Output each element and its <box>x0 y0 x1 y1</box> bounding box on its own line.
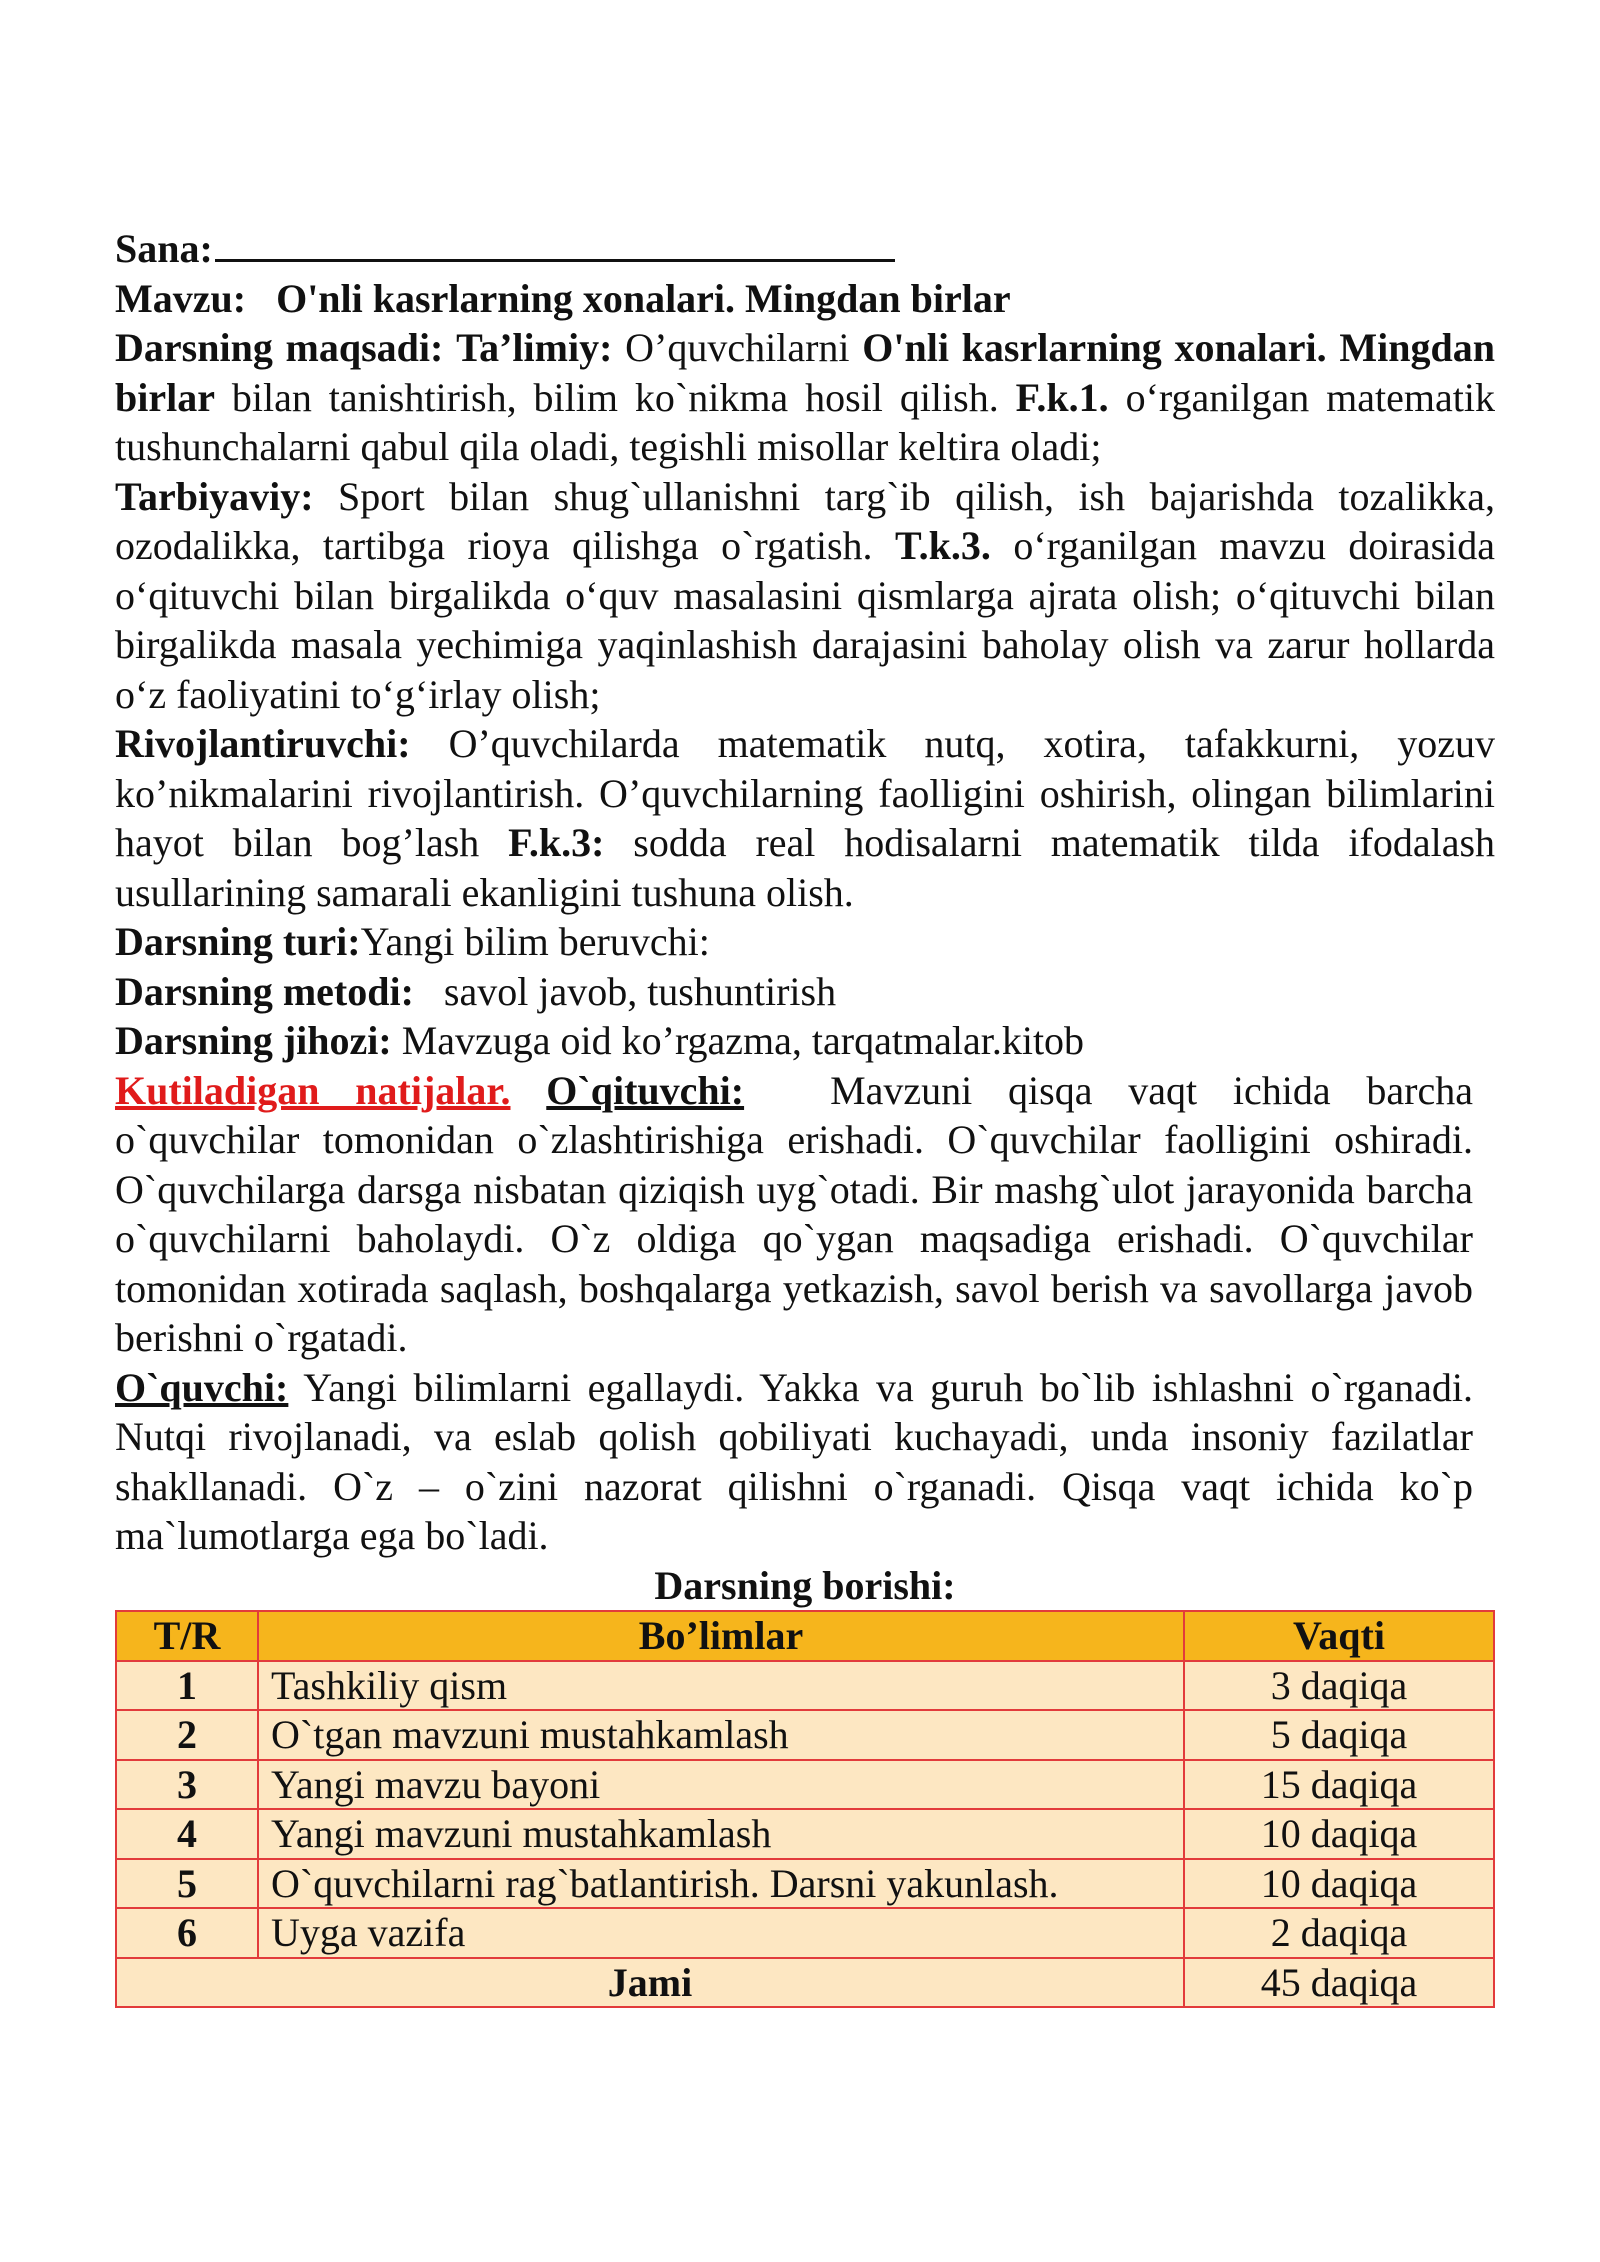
table-row <box>116 1710 1494 1760</box>
total-label: Jami <box>116 1958 1184 2008</box>
row-number: 4 <box>116 1809 258 1859</box>
row-time: 5 daqiqa <box>1184 1710 1494 1760</box>
tarbiyaviy-label: Tarbiyaviy: <box>115 473 314 519</box>
maqsad-text-1: O’quvchilarni <box>625 325 850 370</box>
rivoj-text-1: O’quvchilarda matematik nutq, xotira, tafakkurni, yozuv ko’nikmalarini rivojlantirish. O’quvchilarning faolligini oshirish, olingan bilimlarini hayot bilan bog’lash <box>115 721 1496 865</box>
turi-label: Darsning turi: <box>115 919 361 964</box>
row-number: 5 <box>116 1859 258 1909</box>
header-time: Vaqti <box>1184 1611 1494 1661</box>
sana-label: Sana: <box>115 226 213 271</box>
table-total-row <box>116 1958 1494 2008</box>
table-row <box>116 1661 1494 1711</box>
metodi-line <box>115 967 1495 1017</box>
row-section: Uyga vazifa <box>258 1908 1184 1958</box>
sana-line <box>115 224 1495 274</box>
jihozi-label: Darsning jihozi: <box>115 1018 392 1063</box>
natijalar-teacher-paragraph <box>115 1066 1473 1363</box>
sana-blank <box>215 225 895 262</box>
maqsad-text-2: bilan tanishtirish, bilim ko`nikma hosil qilish. <box>231 374 999 420</box>
mavzu-line <box>115 274 1495 324</box>
fk1-code: F.k.1. <box>1015 374 1109 420</box>
rivoj-label: Rivojlantiruvchi: <box>115 721 411 766</box>
maqsad-label: Darsning maqsadi: <box>115 325 444 370</box>
fk3-code: F.k.3: <box>508 820 605 865</box>
total-time: 45 daqiqa <box>1184 1958 1494 2008</box>
row-number: 6 <box>116 1908 258 1958</box>
row-number: 1 <box>116 1661 258 1711</box>
header-tr: T/R <box>116 1611 258 1661</box>
row-section: Tashkiliy qism <box>258 1661 1184 1711</box>
turi-value: Yangi bilim beruvchi: <box>360 919 710 964</box>
natijalar-label: Kutiladigan natijalar. <box>115 1067 511 1113</box>
jihozi-line <box>115 1016 1495 1066</box>
mavzu-text: O'nli kasrlarning xonalari. Mingdan birlar <box>276 275 1011 321</box>
maqsad-paragraph <box>115 323 1495 472</box>
teacher-label: O`qituvchi: <box>546 1067 745 1113</box>
student-text: Yangi bilimlarni egallaydi. Yakka va guruh bo`lib ishlashni o`rganadi. Nutqi rivojlanadi, va eslab qolish qobiliyati kuchayadi, unda insoniy fazilatlar shakllanadi. O`z – o`zini nazorat qilishni o`rganadi. Qisqa vaqt ichida ko`p ma`lumotlarga ega bo`ladi. <box>115 1364 1474 1558</box>
tk3-code: T.k.3. <box>894 523 991 568</box>
row-number: 3 <box>116 1760 258 1810</box>
mavzu-label: Mavzu: <box>115 275 247 321</box>
teacher-text: Mavzuni qisqa vaqt ichida barcha o`quvchilar tomonidan o`zlashtirishiga erishadi. O`quvchilar faolligini oshiradi. O`quvchilarga darsga nisbatan qiziqish uyg`otadi. Bir mashg`ulot jarayonida barcha o`quvchilarni baholaydi. O`z oldiga qo`ygan maqsadiga erishadi. O`quvchilar tomonidan xotirada saqlash, boshqalarga yetkazish, savol berish va savollarga javob berishni o`rgatadi. <box>115 1067 1473 1360</box>
row-time: 10 daqiqa <box>1184 1809 1494 1859</box>
row-section: Yangi mavzuni mustahkamlash <box>258 1809 1184 1859</box>
row-time: 3 daqiqa <box>1184 1661 1494 1711</box>
table-row <box>116 1908 1494 1958</box>
table-title: Darsning borishi: <box>654 1562 956 1608</box>
metodi-value: savol javob, tushuntirish <box>443 968 837 1014</box>
row-section: O`quvchilarni rag`batlantirish. Darsni yakunlash. <box>258 1859 1184 1909</box>
table-row <box>116 1809 1494 1859</box>
tarbiyaviy-paragraph <box>115 472 1495 720</box>
rivoj-paragraph <box>115 719 1495 917</box>
table-row <box>116 1760 1494 1810</box>
jihozi-value: Mavzuga oid ko’rgazma, tarqatmalar.kitob <box>401 1018 1085 1063</box>
row-time: 2 daqiqa <box>1184 1908 1494 1958</box>
lesson-plan <box>115 224 1495 2008</box>
student-label: O`quvchi: <box>115 1364 289 1410</box>
row-section: Yangi mavzu bayoni <box>258 1760 1184 1810</box>
header-section: Bo’limlar <box>258 1611 1184 1661</box>
schedule-table <box>115 1610 1495 2008</box>
rivoj-text-2: sodda real hodisalarni matematik tilda ifodalash usullarining samarali ekanligini tushuna olish. <box>115 820 1496 915</box>
row-section: O`tgan mavzuni mustahkamlash <box>258 1710 1184 1760</box>
table-header-row <box>116 1611 1494 1661</box>
turi-line <box>115 917 1495 967</box>
row-time: 10 daqiqa <box>1184 1859 1494 1909</box>
row-number: 2 <box>116 1710 258 1760</box>
natijalar-student-paragraph <box>115 1363 1473 1561</box>
metodi-label: Darsning metodi: <box>115 968 414 1014</box>
row-time: 15 daqiqa <box>1184 1760 1494 1810</box>
maqsad-topic: O'nli kasrlarning xonalari. Mingdan birlar <box>115 325 1496 420</box>
tarbiyaviy-text-1: Sport bilan shug`ullanishni targ`ib qilish, ish bajarishda tozalikka, ozodalikka, tartibga rioya qilishga o`rgatish. <box>115 473 1496 568</box>
talimiy-label: Ta’limiy: <box>456 325 613 370</box>
maqsad-text-3: o‘rganilgan matematik tushunchalarni qabul qila oladi, tegishli misollar keltira oladi; <box>115 374 1495 469</box>
tarbiyaviy-text-2: o‘rganilgan mavzu doirasida o‘qituvchi bilan birgalikda o‘quv masalasini qismlarga ajrata olish; o‘qituvchi bilan birgalikda masala yechimiga yaqinlashish darajasini baholay olish va zarur hollarda o‘z faoliyatini to‘g‘irlay olish; <box>115 523 1496 717</box>
table-row <box>116 1859 1494 1909</box>
